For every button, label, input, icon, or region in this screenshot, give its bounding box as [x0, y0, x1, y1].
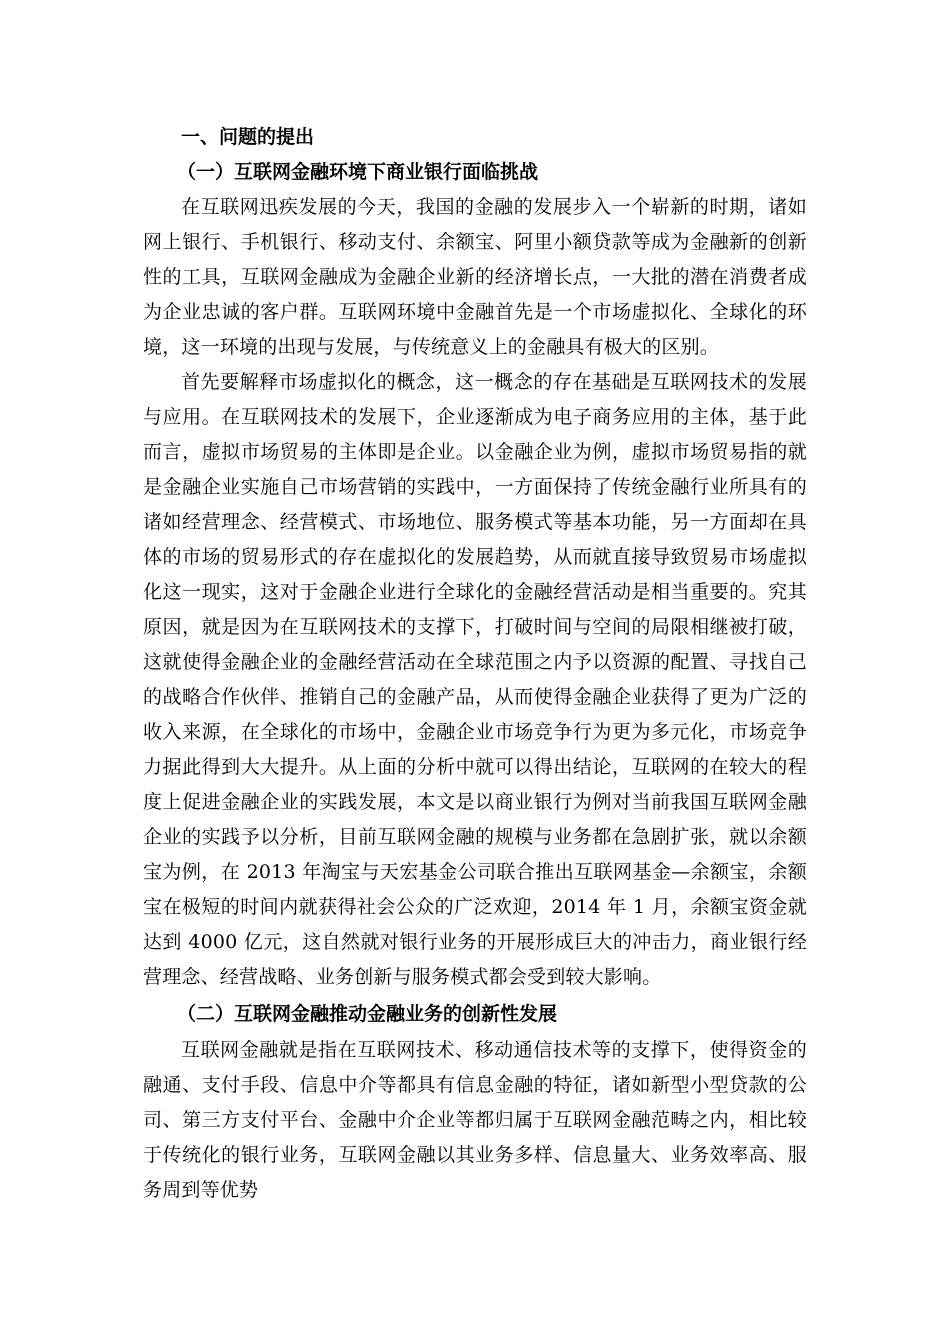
paragraph: 在互联网迅疾发展的今天，我国的金融的发展步入一个崭新的时期，诸如网上银行、手机银行、移动支付、余额宝、阿里小额贷款等成为金融新的创新性的工具，互联网金融成为金融企业新的经济增长点，一大批的潜在消费者成为企业忠诚的客户群。互联网环境中金融首先是一个市场虚拟化、全球化的环境，这一环境的出现与发展，与传统意义上的金融具有极大的区别。	[143, 196, 807, 358]
paragraph: 首先要解释市场虚拟化的概念，这一概念的存在基础是互联网技术的发展与应用。在互联网技术的发展下，企业逐渐成为电子商务应用的主体，基于此而言，虚拟市场贸易的主体即是企业。以金融企业为例，虚拟市场贸易指的就是金融企业实施自己市场营销的实践中，一方面保持了传统金融行业所具有的诸如经营理念、经营模式、市场地位、服务模式等基本功能，另一方面却在具体的市场的贸易形式的存在虚拟化的发展趋势，从而就直接导致贸易市场虚拟化这一现实，这对于金融企业进行全球化的金融经营活动是相当重要的。究其原因，就是因为在互联网技术的支撑下，打破时间与空间的局限相继被打破，这就使得金融企业的金融经营活动在全球范围之内予以资源的配置、寻找自己的战略合作伙伴、推销自己的金融产品，从而使得金融企业获得了更为广泛的收入来源，在全球化的市场中，金融企业市场竞争行为更为多元化，市场竞争力据此得到大大提升。从上面的分析中就可以得出结论，互联网的在较大的程度上促进金融企业的实践发展，本文是以商业银行为例对当前我国互联网金融企业的实践予以分析，目前互联网金融的规模与业务都在急剧扩张，就以余额宝为例，在 2013 年淘宝与天宏基金公司联合推出互联网基金—余额宝，余额宝在极短的时间内就获得社会公众的广泛欢迎，2014 年 1 月，余额宝资金就达到 4000 亿元，这自然就对银行业务的开展形成巨大的冲击力，商业银行经营理念、经营战略、业务创新与服务模式都会受到较大影响。	[143, 371, 807, 988]
section-heading: 一、问题的提出	[181, 126, 315, 148]
paragraph: 互联网金融就是指在互联网技术、移动通信技术等的支撑下，使得资金的融通、支付手段、信息中介等都具有信息金融的特征，诸如新型小型贷款的公司、第三方支付平台、金融中介企业等都归属于互联网金融范畴之内，相比较于传统化的银行业务，互联网金融以其业务多样、信息量大、业务效率高、服务周到等优势	[143, 1039, 807, 1201]
document-body	[143, 116, 807, 1208]
subsection-heading: （二）互联网金融推动金融业务的创新性发展	[177, 1003, 558, 1025]
subsection-heading: （一）互联网金融环境下商业银行面临挑战	[177, 161, 539, 183]
